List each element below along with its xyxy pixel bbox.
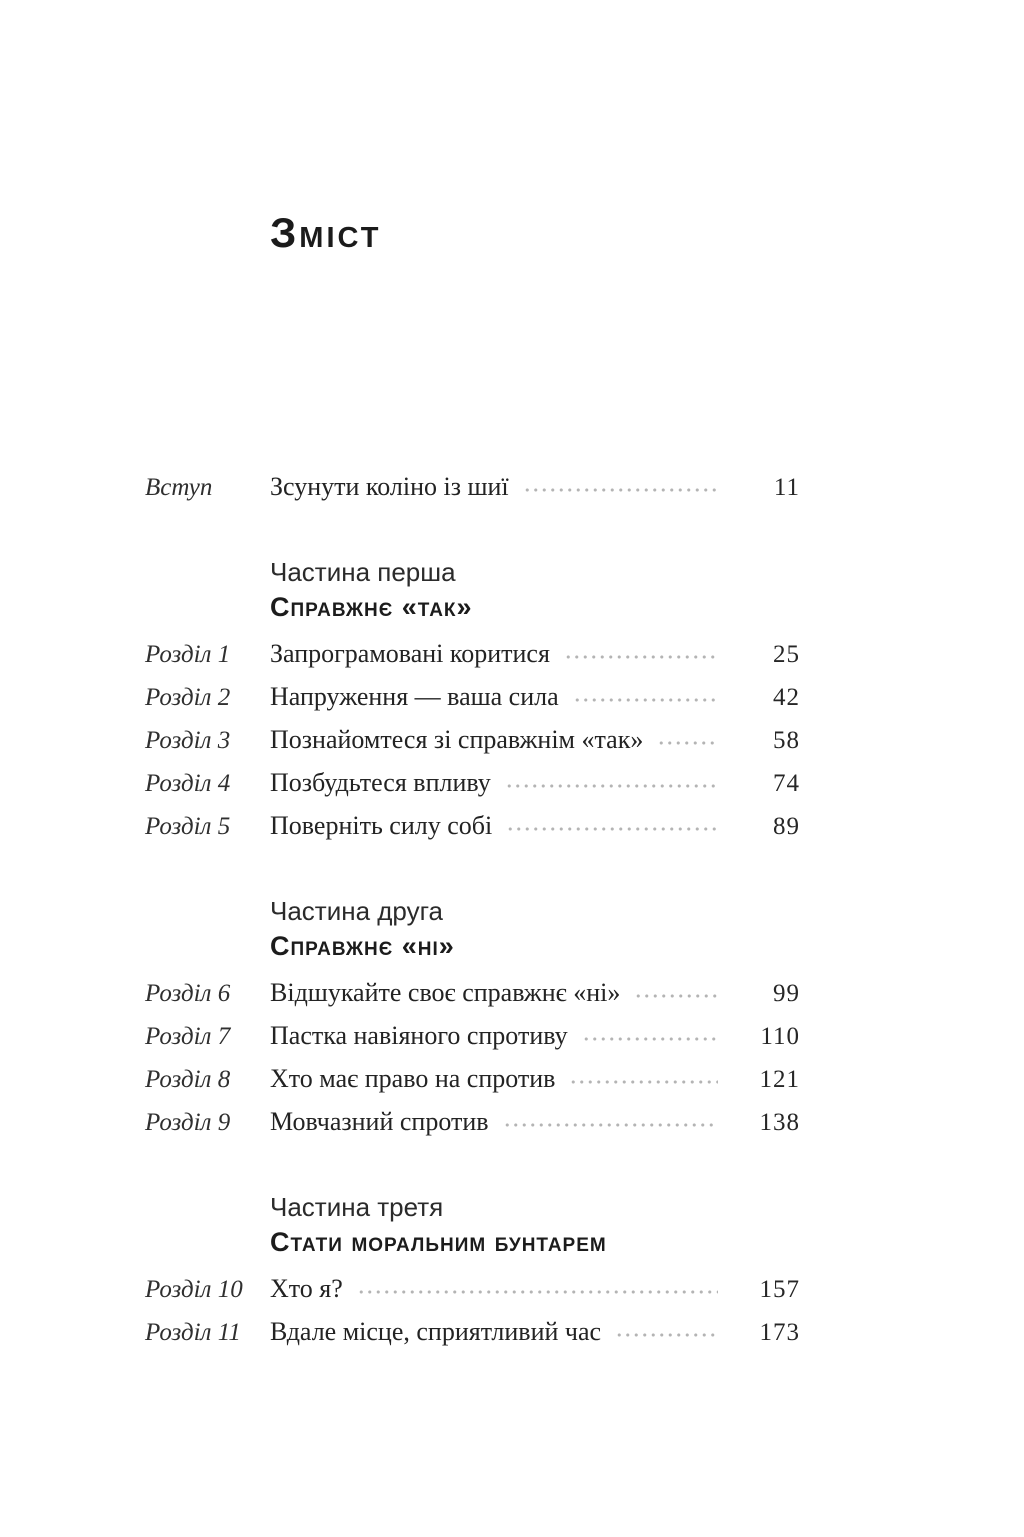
chapter-title: Вдале місце, сприятливий час xyxy=(270,1317,602,1346)
chapter-label: Розділ 4 xyxy=(145,770,231,797)
chapter-title: Познайомтеся зі справжнім «так» xyxy=(270,725,644,754)
toc-entry[interactable] xyxy=(145,1101,800,1144)
part-kicker: Частина перша xyxy=(270,557,456,587)
chapter-title: Мовчазний спротив xyxy=(270,1107,489,1136)
chapter-title: Хто має право на спротив xyxy=(270,1064,556,1093)
part-heading: Стати моральним бунтарем xyxy=(270,1227,607,1257)
chapter-label: Розділ 3 xyxy=(145,727,231,754)
toc-part-1 xyxy=(145,555,800,848)
page-number: 25 xyxy=(773,641,800,668)
chapter-label: Розділ 10 xyxy=(145,1276,243,1303)
chapter-title: Поверніть силу собі xyxy=(270,811,493,840)
page-number: 157 xyxy=(759,1276,800,1303)
dotted-leader xyxy=(503,1118,718,1130)
dotted-leader xyxy=(569,1075,718,1087)
chapter-title: Позбудьтеся впливу xyxy=(270,768,491,797)
page-number: 42 xyxy=(773,684,800,711)
page-number: 74 xyxy=(773,770,800,797)
page-number: 58 xyxy=(773,727,800,754)
part-kicker: Частина друга xyxy=(270,896,443,926)
dotted-leader xyxy=(564,650,718,662)
chapter-label: Розділ 2 xyxy=(145,684,231,711)
chapter-label: Розділ 1 xyxy=(145,641,231,668)
chapter-label: Розділ 6 xyxy=(145,980,231,1007)
dotted-leader xyxy=(523,483,718,495)
dotted-leader xyxy=(615,1328,718,1340)
part-heading: Справжнє «ні» xyxy=(270,931,455,961)
chapter-title: Запрограмовані коритися xyxy=(270,639,550,668)
part-heading: Справжнє «так» xyxy=(270,592,473,622)
part-kicker: Частина третя xyxy=(270,1192,444,1222)
chapter-title: Хто я? xyxy=(270,1274,343,1303)
page-number: 173 xyxy=(759,1319,800,1346)
toc-entry[interactable] xyxy=(145,1015,800,1058)
toc-entry[interactable] xyxy=(145,972,800,1015)
dotted-leader xyxy=(634,989,718,1001)
page-number: 89 xyxy=(773,813,800,840)
toc-entry[interactable] xyxy=(145,676,800,719)
page-number: 138 xyxy=(759,1109,800,1136)
toc-part-3 xyxy=(145,1190,800,1354)
dotted-leader xyxy=(582,1032,718,1044)
chapter-title: Пастка навіяного спротиву xyxy=(270,1021,568,1050)
dotted-leader xyxy=(506,822,718,834)
chapter-label: Розділ 7 xyxy=(145,1023,231,1050)
chapter-title: Зсунути коліно із шиї xyxy=(270,472,509,501)
toc-entry-intro[interactable] xyxy=(145,466,800,509)
toc-entry[interactable] xyxy=(145,1311,800,1354)
toc-entry[interactable] xyxy=(145,719,800,762)
chapter-title: Відшукайте своє справжнє «ні» xyxy=(270,978,621,1007)
dotted-leader xyxy=(657,736,718,748)
toc-entry[interactable] xyxy=(145,805,800,848)
dotted-leader xyxy=(573,693,718,705)
page-number: 11 xyxy=(773,474,800,501)
chapter-label: Розділ 8 xyxy=(145,1066,231,1093)
toc-entry[interactable] xyxy=(145,633,800,676)
toc-entry[interactable] xyxy=(145,1268,800,1311)
chapter-label: Вступ xyxy=(145,474,213,501)
page-number: 121 xyxy=(759,1066,800,1093)
toc-entry[interactable] xyxy=(145,762,800,805)
page-number: 99 xyxy=(773,980,800,1007)
chapter-label: Розділ 11 xyxy=(145,1319,241,1346)
toc-part-2 xyxy=(145,894,800,1144)
dotted-leader xyxy=(357,1285,718,1297)
chapter-label: Розділ 9 xyxy=(145,1109,231,1136)
chapter-title: Напруження — ваша сила xyxy=(270,682,559,711)
dotted-leader xyxy=(505,779,718,791)
toc-entry[interactable] xyxy=(145,1058,800,1101)
page-title: Зміст xyxy=(270,209,382,256)
chapter-label: Розділ 5 xyxy=(145,813,231,840)
page-number: 110 xyxy=(760,1023,800,1050)
